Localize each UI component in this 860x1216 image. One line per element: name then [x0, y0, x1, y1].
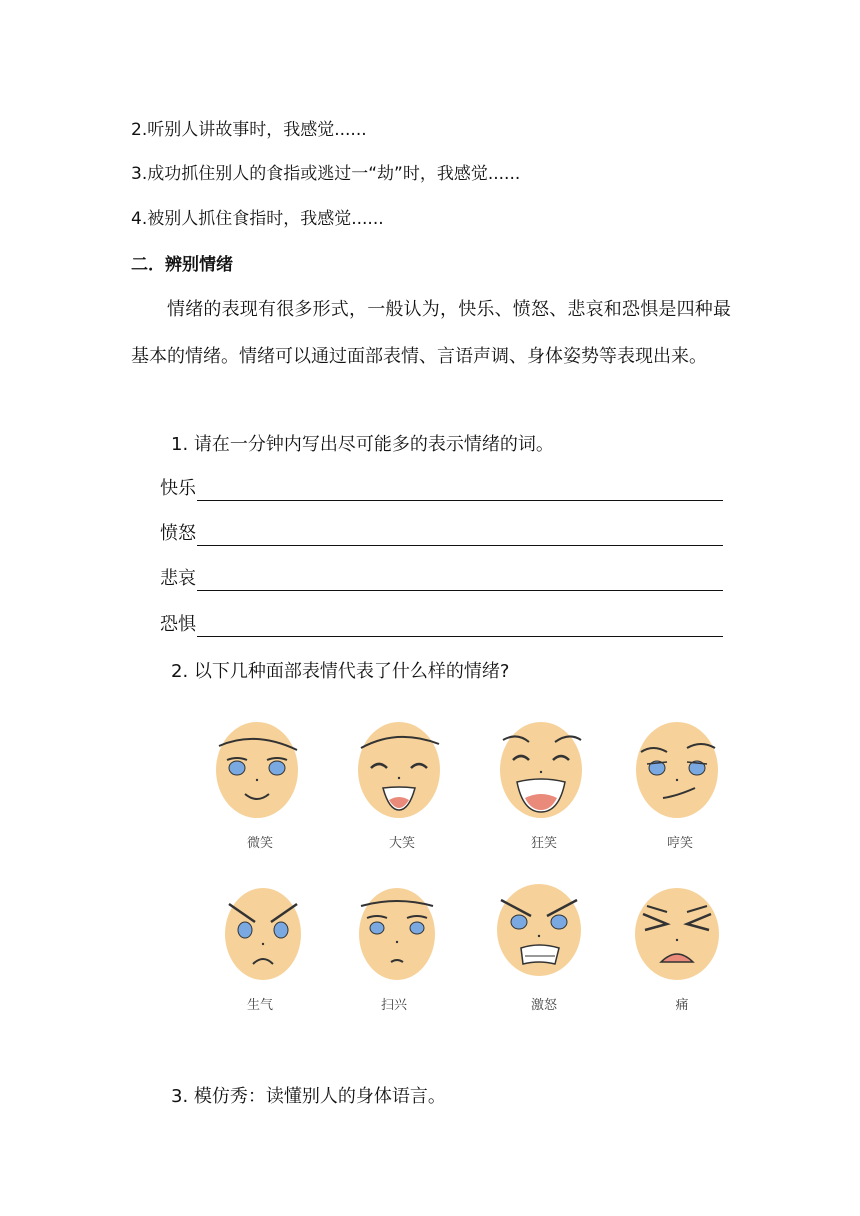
- face-sneer: [625, 712, 735, 851]
- face-laugh: [347, 712, 457, 851]
- face-disappointed: [349, 876, 459, 1013]
- fill-row-anger: [160, 522, 723, 546]
- face-label: 哼笑: [666, 836, 693, 851]
- face-angry: [215, 876, 325, 1013]
- blank-line[interactable]: [197, 616, 723, 637]
- section-heading: 二．辨别情绪: [131, 255, 233, 275]
- face-smile: [205, 712, 315, 851]
- angry-face-icon: [215, 876, 325, 986]
- blank-line[interactable]: [197, 525, 723, 546]
- fill-row-joy: [160, 477, 723, 501]
- face-wild-laugh: [489, 712, 599, 851]
- blank-line[interactable]: [197, 480, 723, 501]
- question-3: 3.成功抓住别人的食指或逃过一“劫”时，我感觉......: [131, 164, 521, 184]
- face-expressions-figure: [205, 712, 735, 1012]
- question-2: 2.听别人讲故事时，我感觉......: [131, 120, 367, 140]
- face-label: 扫兴: [380, 998, 407, 1013]
- face-furious: [489, 874, 599, 1013]
- disappointed-face-icon: [349, 876, 459, 986]
- laugh-face-icon: [347, 712, 457, 822]
- question-4: 4.被别人抓住食指时，我感觉......: [131, 209, 384, 229]
- face-label: 大笑: [388, 836, 415, 851]
- fill-label: 悲哀: [160, 568, 196, 589]
- face-label: 微笑: [246, 836, 273, 851]
- fill-label: 愤怒: [160, 523, 196, 544]
- wild-laugh-face-icon: [489, 712, 599, 822]
- task-1: 1. 请在一分钟内写出尽可能多的表示情绪的词。: [171, 434, 554, 455]
- face-label: 激怒: [530, 998, 557, 1013]
- task-3: 3. 模仿秀：读懂别人的身体语言。: [171, 1086, 446, 1107]
- sneer-face-icon: [625, 712, 735, 822]
- fill-label: 快乐: [160, 478, 196, 499]
- fill-row-sadness: [160, 567, 723, 591]
- face-pain: [627, 876, 737, 1013]
- face-label: 狂笑: [530, 836, 557, 851]
- blank-line[interactable]: [197, 570, 723, 591]
- intro-paragraph: 情绪的表现有很多形式，一般认为，快乐、愤怒、悲哀和恐惧是四种最基本的情绪。情绪可以通过面部表情、言语声调、身体姿势等表现出来。: [131, 299, 731, 367]
- fill-row-fear: [160, 613, 723, 637]
- face-label: 痛: [675, 998, 689, 1013]
- smile-face-icon: [205, 712, 315, 822]
- task-2: 2. 以下几种面部表情代表了什么样的情绪?: [171, 661, 510, 682]
- pain-face-icon: [627, 876, 737, 986]
- fill-label: 恐惧: [160, 614, 196, 635]
- face-label: 生气: [246, 998, 273, 1013]
- furious-face-icon: [489, 874, 599, 984]
